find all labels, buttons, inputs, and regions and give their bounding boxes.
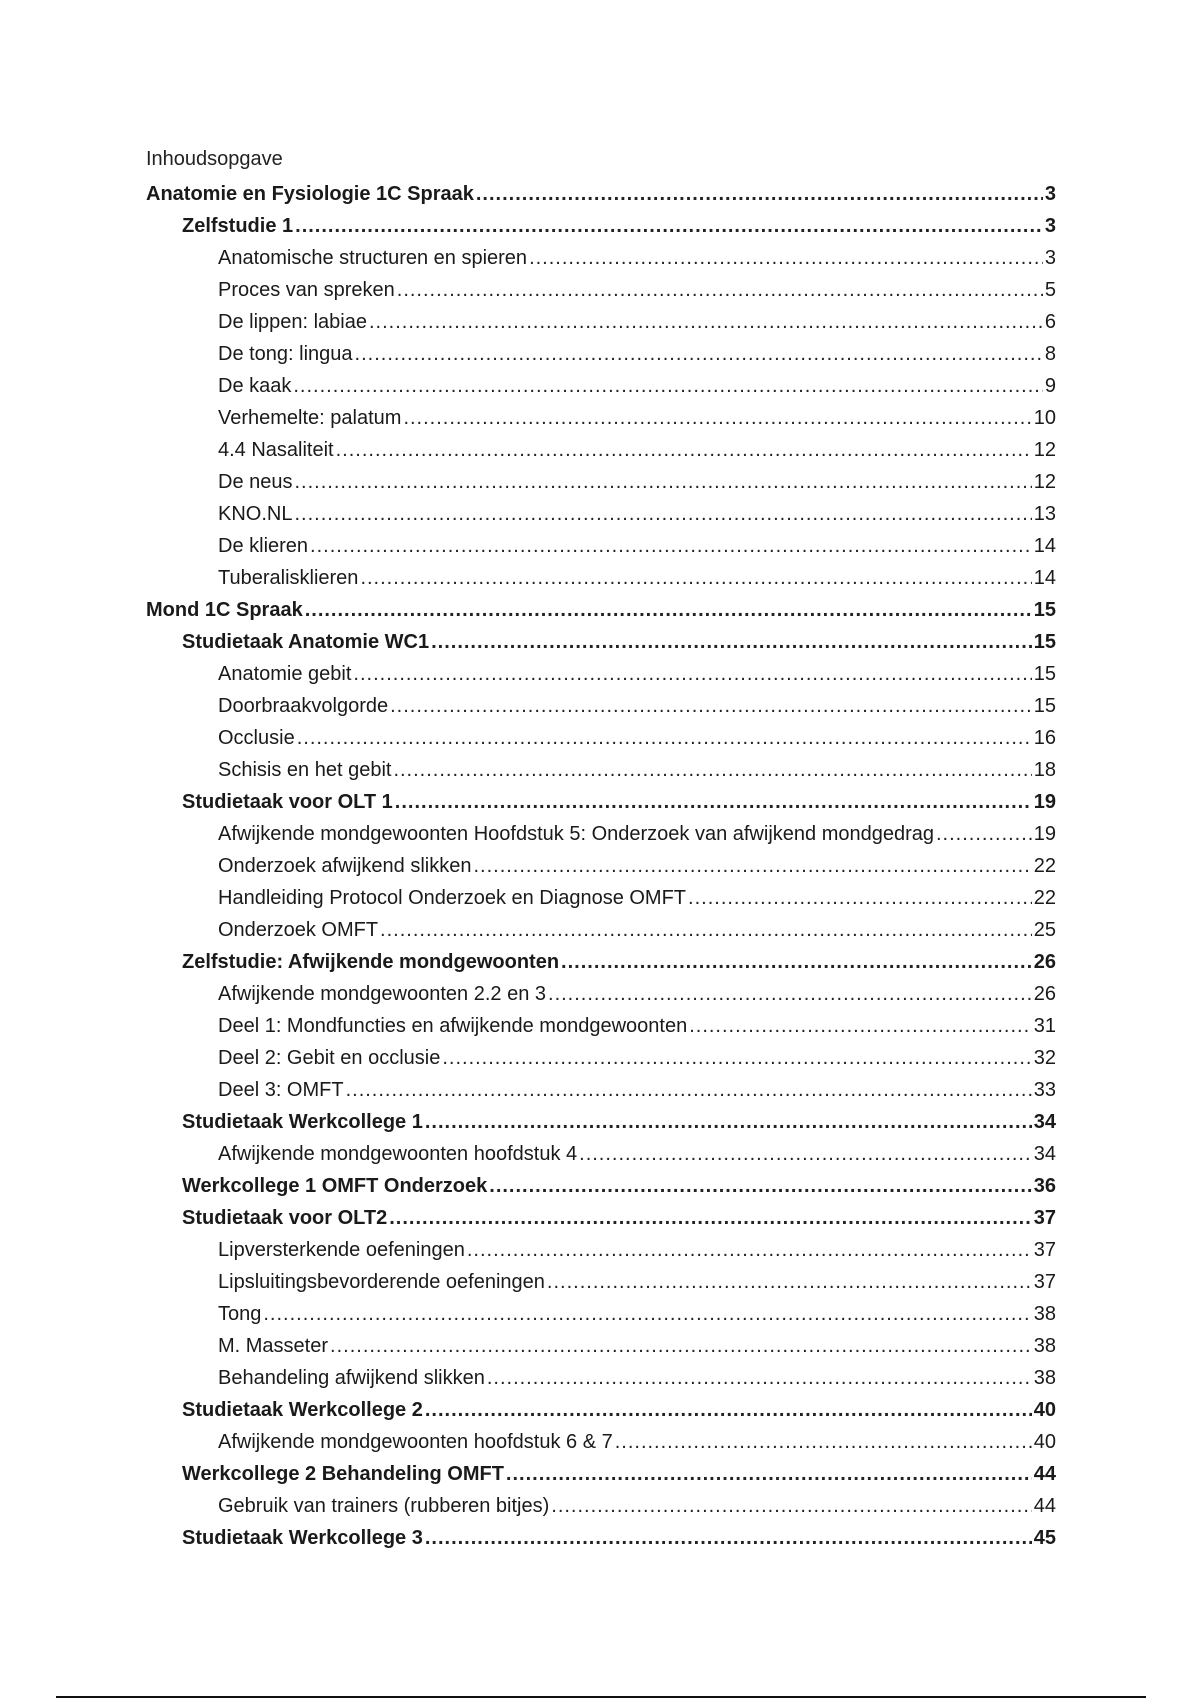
toc-entry-title: Zelfstudie: Afwijkende mondgewoonten — [182, 951, 560, 973]
toc-entry[interactable] — [146, 274, 1056, 306]
toc-entry[interactable] — [146, 850, 1056, 882]
toc-entry-page-number: 38 — [1033, 1335, 1056, 1357]
toc-entry-title: Anatomie gebit — [218, 663, 352, 685]
toc-entry[interactable] — [146, 1170, 1056, 1202]
toc-entry-title: Occlusie — [218, 727, 295, 749]
toc-entry-page-number: 37 — [1033, 1271, 1056, 1293]
toc-entry-page-number: 13 — [1033, 503, 1056, 525]
toc-heading: Inhoudsopgave — [146, 148, 283, 170]
toc-entry-page-number: 36 — [1033, 1175, 1056, 1197]
toc-entry[interactable] — [146, 1330, 1056, 1362]
toc-entry[interactable] — [146, 978, 1056, 1010]
toc-entry-page-number: 26 — [1033, 951, 1056, 973]
toc-entry[interactable] — [146, 434, 1056, 466]
toc-entry-title: Mond 1C Spraak — [146, 599, 303, 621]
toc-entry-title: De tong: lingua — [218, 343, 353, 365]
toc-entry-title: De klieren — [218, 535, 309, 557]
toc-entry[interactable] — [146, 1362, 1056, 1394]
toc-entry-title: Werkcollege 1 OMFT Onderzoek — [182, 1175, 488, 1197]
toc-entry[interactable] — [146, 882, 1056, 914]
dot-leader — [547, 1266, 1032, 1298]
toc-entry[interactable] — [146, 626, 1056, 658]
toc-entry[interactable] — [146, 946, 1056, 978]
toc-entry-page-number: 5 — [1044, 279, 1056, 301]
toc-entry-page-number: 44 — [1033, 1463, 1056, 1485]
dot-leader — [551, 1490, 1031, 1522]
toc-entry[interactable] — [146, 178, 1056, 210]
toc-entry-page-number: 37 — [1033, 1239, 1056, 1261]
toc-entry-page-number: 14 — [1033, 567, 1056, 589]
dot-leader — [476, 178, 1043, 210]
toc-entry[interactable] — [146, 754, 1056, 786]
toc-entry[interactable] — [146, 530, 1056, 562]
dot-leader — [425, 1394, 1032, 1426]
toc-entry[interactable] — [146, 1394, 1056, 1426]
toc-entry-page-number: 45 — [1033, 1527, 1056, 1549]
toc-entry[interactable] — [146, 1490, 1056, 1522]
toc-entry-page-number: 18 — [1033, 759, 1056, 781]
toc-entry[interactable] — [146, 242, 1056, 274]
toc-list — [146, 178, 1056, 1554]
dot-leader — [561, 946, 1032, 978]
toc-entry-title: Studietaak Anatomie WC1 — [182, 631, 430, 653]
toc-entry-page-number: 16 — [1033, 727, 1056, 749]
dot-leader — [689, 1010, 1032, 1042]
dot-leader — [442, 1042, 1031, 1074]
toc-entry[interactable] — [146, 1522, 1056, 1554]
dot-leader — [305, 594, 1032, 626]
dot-leader — [295, 210, 1043, 242]
dot-leader — [529, 242, 1043, 274]
toc-entry-title: Lipversterkende oefeningen — [218, 1239, 465, 1261]
dot-leader — [380, 914, 1032, 946]
toc-entry-title: Schisis en het gebit — [218, 759, 392, 781]
dot-leader — [936, 818, 1032, 850]
dot-leader — [360, 562, 1031, 594]
toc-entry-page-number: 34 — [1033, 1111, 1056, 1133]
toc-entry-title: Anatomische structuren en spieren — [218, 247, 528, 269]
toc-entry-title: De kaak — [218, 375, 292, 397]
toc-entry-page-number: 12 — [1033, 471, 1056, 493]
toc-entry[interactable] — [146, 1458, 1056, 1490]
toc-entry[interactable] — [146, 210, 1056, 242]
toc-entry-title: KNO.NL — [218, 503, 293, 525]
dot-leader — [346, 1074, 1032, 1106]
toc-entry-page-number: 8 — [1044, 343, 1056, 365]
toc-entry-title: De lippen: labiae — [218, 311, 367, 333]
toc-entry-page-number: 15 — [1033, 631, 1056, 653]
toc-entry[interactable] — [146, 1426, 1056, 1458]
toc-entry-title: Handleiding Protocol Onderzoek en Diagnose OMFT — [218, 887, 687, 909]
toc-entry[interactable] — [146, 690, 1056, 722]
dot-leader — [395, 786, 1032, 818]
dot-leader — [355, 338, 1043, 370]
dot-leader — [425, 1106, 1032, 1138]
toc-entry[interactable] — [146, 722, 1056, 754]
toc-entry-page-number: 9 — [1044, 375, 1056, 397]
dot-leader — [425, 1522, 1032, 1554]
toc-entry-page-number: 15 — [1033, 599, 1056, 621]
toc-entry-page-number: 19 — [1033, 791, 1056, 813]
toc-entry-page-number: 26 — [1033, 983, 1056, 1005]
toc-entry-title: Afwijkende mondgewoonten hoofdstuk 4 — [218, 1143, 578, 1165]
toc-entry-title: Verhemelte: palatum — [218, 407, 402, 429]
toc-entry-title: Deel 3: OMFT — [218, 1079, 344, 1101]
toc-entry-title: Gebruik van trainers (rubberen bitjes) — [218, 1495, 550, 1517]
toc-entry-title: Studietaak Werkcollege 2 — [182, 1399, 423, 1421]
toc-entry-page-number: 10 — [1033, 407, 1056, 429]
toc-entry-page-number: 34 — [1033, 1143, 1056, 1165]
toc-entry[interactable] — [146, 402, 1056, 434]
toc-entry[interactable] — [146, 594, 1056, 626]
toc-entry[interactable] — [146, 562, 1056, 594]
toc-entry-title: Afwijkende mondgewoonten hoofdstuk 6 & 7 — [218, 1431, 613, 1453]
dot-leader — [310, 530, 1032, 562]
toc-entry-title: Deel 2: Gebit en occlusie — [218, 1047, 441, 1069]
toc-entry-page-number: 3 — [1044, 183, 1056, 205]
toc-entry-page-number: 14 — [1033, 535, 1056, 557]
toc-entry[interactable] — [146, 1010, 1056, 1042]
dot-leader — [295, 466, 1032, 498]
toc-entry-page-number: 38 — [1033, 1303, 1056, 1325]
toc-entry-title: Tong — [218, 1303, 262, 1325]
toc-entry[interactable] — [146, 1042, 1056, 1074]
dot-leader — [403, 402, 1031, 434]
dot-leader — [431, 626, 1032, 658]
toc-entry[interactable] — [146, 1074, 1056, 1106]
toc-entry-title: Studietaak Werkcollege 1 — [182, 1111, 423, 1133]
toc-entry-title: Tuberalisklieren — [218, 567, 359, 589]
footer-divider — [56, 1696, 1146, 1698]
dot-leader — [688, 882, 1032, 914]
toc-entry[interactable] — [146, 1202, 1056, 1234]
toc-entry-title: 4.4 Nasaliteit — [218, 439, 334, 461]
toc-entry-page-number: 37 — [1033, 1207, 1056, 1229]
toc-entry-title: Studietaak voor OLT2 — [182, 1207, 388, 1229]
dot-leader — [397, 274, 1043, 306]
toc-entry[interactable] — [146, 466, 1056, 498]
dot-leader — [294, 498, 1031, 530]
dot-leader — [390, 690, 1032, 722]
toc-entry-title: Werkcollege 2 Behandeling OMFT — [182, 1463, 504, 1485]
toc-entry-page-number: 15 — [1033, 695, 1056, 717]
dot-leader — [263, 1298, 1031, 1330]
toc-entry[interactable] — [146, 658, 1056, 690]
toc-entry[interactable] — [146, 1234, 1056, 1266]
dot-leader — [330, 1330, 1032, 1362]
toc-entry-title: Behandeling afwijkend slikken — [218, 1367, 485, 1389]
toc-entry-title: Onderzoek OMFT — [218, 919, 379, 941]
toc-entry-page-number: 40 — [1033, 1431, 1056, 1453]
toc-entry-page-number: 40 — [1033, 1399, 1056, 1421]
toc-entry[interactable] — [146, 338, 1056, 370]
toc-entry-page-number: 22 — [1033, 855, 1056, 877]
dot-leader — [487, 1362, 1032, 1394]
toc-entry-title: Anatomie en Fysiologie 1C Spraak — [146, 183, 474, 205]
toc-entry-page-number: 15 — [1033, 663, 1056, 685]
toc-entry-title: M. Masseter — [218, 1335, 329, 1357]
dot-leader — [473, 850, 1031, 882]
toc-entry-page-number: 19 — [1033, 823, 1056, 845]
dot-leader — [369, 306, 1043, 338]
dot-leader — [393, 754, 1031, 786]
toc-entry-page-number: 3 — [1044, 215, 1056, 237]
toc-entry-title: De neus — [218, 471, 293, 493]
toc-entry[interactable] — [146, 786, 1056, 818]
dot-leader — [353, 658, 1031, 690]
toc-entry-page-number: 3 — [1044, 247, 1056, 269]
toc-entry-title: Onderzoek afwijkend slikken — [218, 855, 472, 877]
toc-entry-title: Zelfstudie 1 — [182, 215, 294, 237]
toc-entry[interactable] — [146, 306, 1056, 338]
dot-leader — [506, 1458, 1032, 1490]
toc-entry-page-number: 32 — [1033, 1047, 1056, 1069]
dot-leader — [297, 722, 1032, 754]
toc-entry[interactable] — [146, 818, 1056, 850]
dot-leader — [467, 1234, 1032, 1266]
toc-entry-page-number: 22 — [1033, 887, 1056, 909]
toc-entry-page-number: 25 — [1033, 919, 1056, 941]
dot-leader — [336, 434, 1032, 466]
toc-entry[interactable] — [146, 498, 1056, 530]
toc-entry-title: Proces van spreken — [218, 279, 395, 301]
toc-entry[interactable] — [146, 914, 1056, 946]
toc-entry-page-number: 44 — [1033, 1495, 1056, 1517]
toc-entry[interactable] — [146, 1266, 1056, 1298]
toc-entry[interactable] — [146, 1106, 1056, 1138]
dot-leader — [615, 1426, 1032, 1458]
toc-entry-page-number: 31 — [1033, 1015, 1056, 1037]
toc-entry-page-number: 12 — [1033, 439, 1056, 461]
toc-entry[interactable] — [146, 1138, 1056, 1170]
dot-leader — [293, 370, 1043, 402]
toc-entry[interactable] — [146, 370, 1056, 402]
dot-leader — [389, 1202, 1032, 1234]
toc-entry-title: Lipsluitingsbevorderende oefeningen — [218, 1271, 545, 1293]
toc-entry-title: Studietaak Werkcollege 3 — [182, 1527, 423, 1549]
toc-entry[interactable] — [146, 1298, 1056, 1330]
toc-entry-title: Deel 1: Mondfuncties en afwijkende mondgewoonten — [218, 1015, 688, 1037]
toc-entry-page-number: 6 — [1044, 311, 1056, 333]
dot-leader — [548, 978, 1032, 1010]
dot-leader — [579, 1138, 1032, 1170]
toc-entry-page-number: 33 — [1033, 1079, 1056, 1101]
toc-entry-title: Doorbraakvolgorde — [218, 695, 389, 717]
toc-entry-title: Studietaak voor OLT 1 — [182, 791, 393, 813]
toc-entry-title: Afwijkende mondgewoonten Hoofdstuk 5: Onderzoek van afwijkend mondgedrag — [218, 823, 934, 845]
toc-entry-page-number: 38 — [1033, 1367, 1056, 1389]
toc-entry-title: Afwijkende mondgewoonten 2.2 en 3 — [218, 983, 547, 1005]
dot-leader — [489, 1170, 1031, 1202]
